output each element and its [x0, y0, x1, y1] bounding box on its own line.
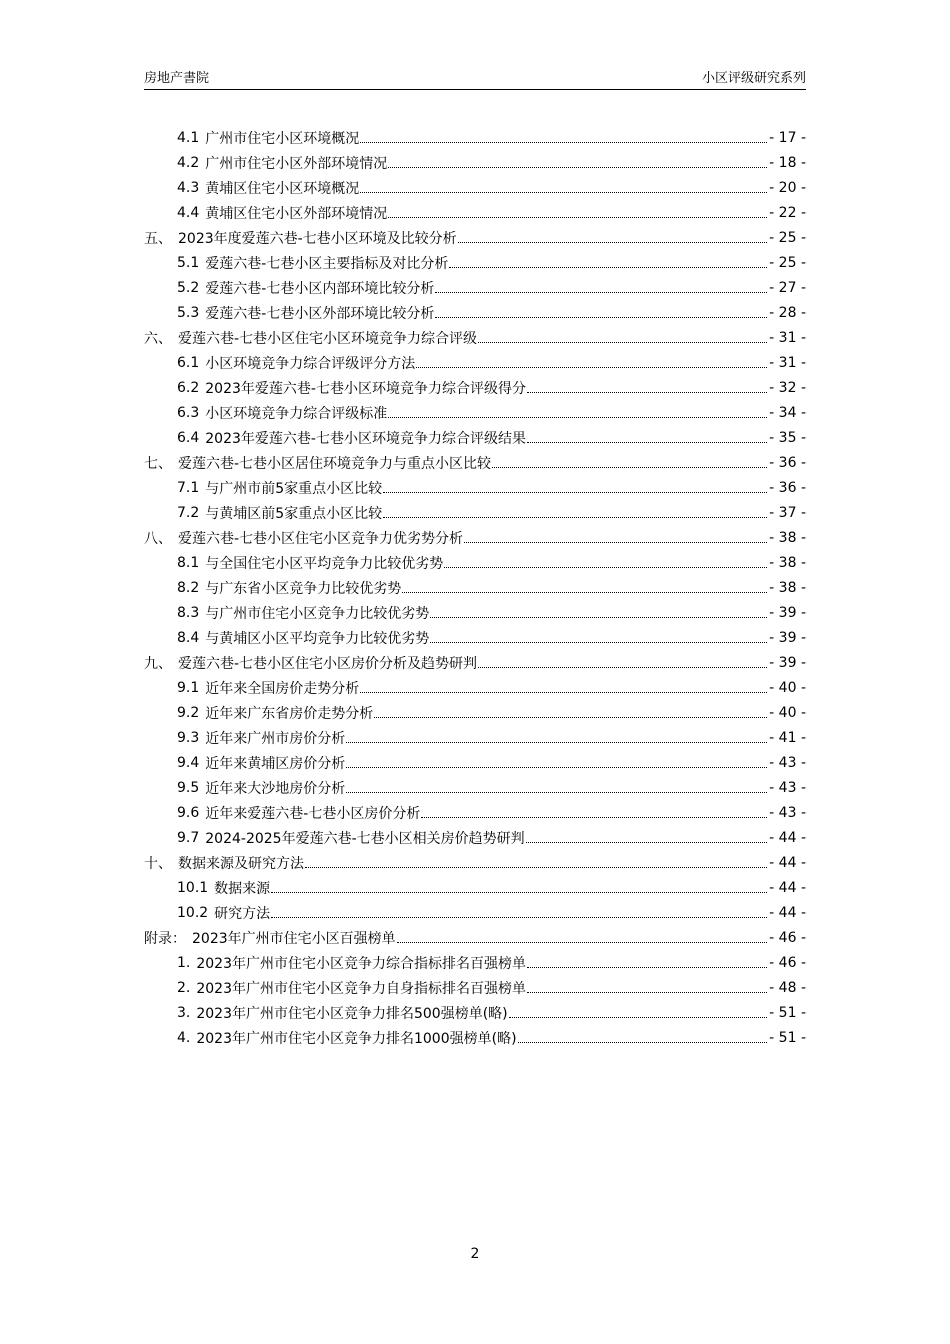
toc-entry-title: 2023年广州市住宅小区竞争力排名500强榜单(略) [196, 1005, 508, 1022]
toc-leader-dots [388, 167, 767, 168]
toc-entry-page: - 38 - [769, 579, 806, 596]
toc-entry-number: 4.1 [177, 129, 200, 146]
toc-entry[interactable] [177, 950, 806, 975]
toc-entry-page: - 35 - [769, 429, 806, 446]
toc-entry-page: - 27 - [769, 279, 806, 296]
toc-leader-dots [374, 717, 767, 718]
toc-entry-number: 9.7 [177, 829, 200, 846]
toc-entry[interactable] [177, 1000, 806, 1025]
toc-entry-number: 10.2 [177, 904, 209, 921]
toc-entry-title: 爱莲六巷-七巷小区内部环境比较分析 [205, 280, 435, 297]
toc-entry-title: 数据来源 [214, 880, 271, 897]
toc-entry[interactable] [177, 400, 806, 425]
toc-entry-number: 2. [177, 979, 191, 996]
toc-entry-number: 9.1 [177, 679, 200, 696]
toc-entry-page: - 39 - [769, 604, 806, 621]
toc-entry-page: - 46 - [769, 929, 806, 946]
toc-leader-dots [430, 642, 767, 643]
toc-entry-title: 近年来全国房价走势分析 [205, 680, 360, 697]
toc-leader-dots [458, 242, 767, 243]
toc-entry[interactable] [144, 450, 806, 475]
toc-entry-number: 七、 [144, 455, 172, 472]
toc-leader-dots [435, 317, 767, 318]
toc-entry-page: - 28 - [769, 304, 806, 321]
toc-leader-dots [271, 917, 767, 918]
toc-entry-title: 2023年度爱莲六巷-七巷小区环境及比较分析 [178, 230, 457, 247]
toc-entry-title: 小区环境竞争力综合评级评分方法 [205, 355, 416, 372]
toc-entry[interactable] [177, 150, 806, 175]
toc-entry-number: 6.2 [177, 379, 200, 396]
toc-entry-number: 十、 [144, 855, 172, 872]
toc-leader-dots [449, 267, 767, 268]
toc-entry-title: 爱莲六巷-七巷小区住宅小区环境竞争力综合评级 [178, 330, 478, 347]
toc-entry[interactable] [177, 500, 806, 525]
toc-leader-dots [305, 867, 767, 868]
toc-entry[interactable] [177, 125, 806, 150]
toc-entry-page: - 48 - [769, 979, 806, 996]
toc-entry-page: - 32 - [769, 379, 806, 396]
toc-entry-page: - 34 - [769, 404, 806, 421]
toc-entry-number: 5.3 [177, 304, 200, 321]
toc-entry-title: 近年来大沙地房价分析 [205, 780, 346, 797]
toc-entry-title: 爱莲六巷-七巷小区住宅小区房价分析及趋势研判 [178, 655, 478, 672]
toc-entry[interactable] [144, 525, 806, 550]
toc-leader-dots [397, 942, 768, 943]
toc-entry-number: 3. [177, 1004, 191, 1021]
toc-entry-page: - 20 - [769, 179, 806, 196]
toc-entry-page: - 41 - [769, 729, 806, 746]
toc-entry-title: 小区环境竞争力综合评级标准 [205, 405, 388, 422]
toc-entry-page: - 43 - [769, 804, 806, 821]
toc-entry-title: 爱莲六巷-七巷小区主要指标及对比分析 [205, 255, 449, 272]
toc-entry-title: 近年来广州市房价分析 [205, 730, 346, 747]
toc-entry-page: - 36 - [769, 479, 806, 496]
toc-leader-dots [416, 367, 767, 368]
toc-entry-number: 8.4 [177, 629, 200, 646]
toc-entry-title: 2023年广州市住宅小区竞争力自身指标排名百强榜单 [196, 980, 526, 997]
toc-entry-page: - 40 - [769, 704, 806, 721]
toc-entry-title: 爱莲六巷-七巷小区住宅小区竞争力优劣势分析 [178, 530, 464, 547]
toc-leader-dots [527, 392, 767, 393]
toc-entry-page: - 25 - [769, 254, 806, 271]
header-publisher: 房地产書院 [144, 71, 210, 86]
toc-entry-page: - 22 - [769, 204, 806, 221]
toc-entry[interactable] [177, 800, 806, 825]
toc-leader-dots [527, 967, 767, 968]
toc-entry-title: 2023年广州市住宅小区竞争力排名1000强榜单(略) [196, 1030, 517, 1047]
toc-leader-dots [346, 767, 767, 768]
toc-entry[interactable] [144, 650, 806, 675]
toc-entry-number: 6.4 [177, 429, 200, 446]
toc-entry[interactable] [177, 300, 806, 325]
toc-entry[interactable] [177, 700, 806, 725]
toc-entry-page: - 51 - [769, 1029, 806, 1046]
toc-entry-number: 八、 [144, 530, 172, 547]
toc-leader-dots [509, 1017, 768, 1018]
toc-entry-number: 10.1 [177, 879, 209, 896]
header-series: 小区评级研究系列 [701, 71, 806, 86]
toc-entry[interactable] [177, 575, 806, 600]
toc-entry-title: 数据来源及研究方法 [178, 855, 304, 872]
toc-leader-dots [388, 417, 767, 418]
toc-leader-dots [346, 742, 767, 743]
toc-leader-dots [492, 467, 767, 468]
toc-leader-dots [430, 617, 767, 618]
toc-leader-dots [435, 292, 767, 293]
toc-entry-title: 广州市住宅小区环境概况 [205, 130, 360, 147]
toc-entry[interactable] [177, 625, 806, 650]
toc-entry-number: 7.1 [177, 479, 200, 496]
toc-leader-dots [388, 217, 767, 218]
toc-entry-page: - 17 - [769, 129, 806, 146]
toc-entry-page: - 39 - [769, 629, 806, 646]
toc-entry-title: 爱莲六巷-七巷小区居住环境竞争力与重点小区比较 [178, 455, 492, 472]
toc-leader-dots [464, 542, 767, 543]
toc-leader-dots [421, 817, 767, 818]
toc-entry-page: - 31 - [769, 354, 806, 371]
toc-entry[interactable] [177, 550, 806, 575]
page-header [144, 66, 806, 90]
toc-entry-title: 与广州市住宅小区竞争力比较优劣势 [205, 605, 430, 622]
toc-entry-page: - 43 - [769, 779, 806, 796]
toc-entry[interactable] [177, 775, 806, 800]
toc-entry-number: 附录： [144, 930, 186, 947]
toc-entry-page: - 43 - [769, 754, 806, 771]
toc-entry-number: 5.1 [177, 254, 200, 271]
toc-entry-page: - 25 - [769, 229, 806, 246]
toc-entry-title: 与广东省小区竞争力比较优劣势 [205, 580, 402, 597]
toc-entry[interactable] [177, 900, 806, 925]
toc-entry[interactable] [177, 200, 806, 225]
toc-leader-dots [526, 842, 768, 843]
toc-entry-number: 5.2 [177, 279, 200, 296]
toc-entry-title: 黄埔区住宅小区环境概况 [205, 180, 360, 197]
toc-entry-number: 六、 [144, 330, 172, 347]
toc-entry-page: - 40 - [769, 679, 806, 696]
toc-entry[interactable] [177, 250, 806, 275]
toc-entry-title: 2023年爱莲六巷-七巷小区环境竞争力综合评级结果 [205, 430, 526, 447]
toc-entry-number: 4.2 [177, 154, 200, 171]
toc-entry-page: - 44 - [769, 854, 806, 871]
toc-entry[interactable] [177, 600, 806, 625]
toc-entry-number: 五、 [144, 230, 172, 247]
toc-entry[interactable] [177, 825, 806, 850]
toc-entry-title: 与广州市前5家重点小区比较 [205, 480, 383, 497]
toc-entry-number: 7.2 [177, 504, 200, 521]
toc-leader-dots [527, 442, 767, 443]
toc-entry-title: 近年来广东省房价走势分析 [205, 705, 374, 722]
toc-entry-title: 与全国住宅小区平均竞争力比较优劣势 [205, 555, 444, 572]
toc-entry-number: 9.2 [177, 704, 200, 721]
toc-leader-dots [518, 1042, 768, 1043]
toc-entry[interactable] [177, 875, 806, 900]
toc-leader-dots [527, 992, 767, 993]
toc-entry-page: - 44 - [769, 904, 806, 921]
toc-entry-page: - 39 - [769, 654, 806, 671]
toc-entry[interactable] [177, 725, 806, 750]
toc-entry[interactable] [144, 225, 806, 250]
toc-entry[interactable] [144, 325, 806, 350]
toc-entry[interactable] [144, 850, 806, 875]
toc-entry-number: 4.4 [177, 204, 200, 221]
toc-leader-dots [383, 517, 767, 518]
toc-entry-page: - 44 - [769, 879, 806, 896]
toc-entry-page: - 36 - [769, 454, 806, 471]
toc-entry-title: 爱莲六巷-七巷小区外部环境比较分析 [205, 305, 435, 322]
toc-entry[interactable] [177, 375, 806, 400]
toc-entry-number: 6.1 [177, 354, 200, 371]
toc-entry-title: 近年来黄埔区房价分析 [205, 755, 346, 772]
toc-entry-number: 9.5 [177, 779, 200, 796]
toc-entry[interactable] [177, 675, 806, 700]
toc-entry-number: 4. [177, 1029, 191, 1046]
toc-entry-title: 2023年爱莲六巷-七巷小区环境竞争力综合评级得分 [205, 380, 526, 397]
toc-entry-number: 1. [177, 954, 191, 971]
toc-entry-page: - 51 - [769, 1004, 806, 1021]
toc-entry[interactable] [177, 275, 806, 300]
toc-entry-title: 与黄埔区小区平均竞争力比较优劣势 [205, 630, 430, 647]
toc-entry[interactable] [177, 475, 806, 500]
toc-entry-number: 九、 [144, 655, 172, 672]
page-number: 2 [470, 1246, 480, 1262]
toc-leader-dots [478, 342, 767, 343]
toc-entry-title: 2023年广州市住宅小区百强榜单 [192, 930, 396, 947]
toc-entry[interactable] [177, 750, 806, 775]
toc-leader-dots [360, 142, 767, 143]
toc-entry-number: 8.3 [177, 604, 200, 621]
toc-entry-page: - 38 - [769, 554, 806, 571]
toc-entry-page: - 18 - [769, 154, 806, 171]
toc-entry[interactable] [177, 425, 806, 450]
toc-entry-page: - 38 - [769, 529, 806, 546]
toc-entry[interactable] [177, 1025, 806, 1050]
toc-entry[interactable] [144, 925, 806, 950]
toc-entry-title: 广州市住宅小区外部环境情况 [205, 155, 388, 172]
toc-entry-number: 9.3 [177, 729, 200, 746]
toc-leader-dots [478, 667, 767, 668]
toc-leader-dots [346, 792, 767, 793]
toc-entry-title: 近年来爱莲六巷-七巷小区房价分析 [205, 805, 421, 822]
toc-entry-page: - 44 - [769, 829, 806, 846]
toc-entry-number: 8.1 [177, 554, 200, 571]
toc-leader-dots [360, 192, 767, 193]
toc-entry[interactable] [177, 175, 806, 200]
toc-entry-title: 2023年广州市住宅小区竞争力综合指标排名百强榜单 [196, 955, 526, 972]
toc-entry-title: 研究方法 [214, 905, 271, 922]
toc-entry-number: 4.3 [177, 179, 200, 196]
toc-entry-page: - 31 - [769, 329, 806, 346]
toc-entry-number: 9.6 [177, 804, 200, 821]
toc-leader-dots [360, 692, 767, 693]
toc-leader-dots [271, 892, 767, 893]
toc-leader-dots [402, 592, 767, 593]
toc-leader-dots [444, 567, 767, 568]
toc-entry[interactable] [177, 350, 806, 375]
toc-entry-page: - 46 - [769, 954, 806, 971]
toc-entry-number: 8.2 [177, 579, 200, 596]
toc-entry-title: 2024-2025年爱莲六巷-七巷小区相关房价趋势研判 [205, 830, 525, 847]
toc-leader-dots [383, 492, 767, 493]
toc-entry-number: 9.4 [177, 754, 200, 771]
toc-entry[interactable] [177, 975, 806, 1000]
toc-entry-title: 黄埔区住宅小区外部环境情况 [205, 205, 388, 222]
toc-entry-page: - 37 - [769, 504, 806, 521]
toc-entry-number: 6.3 [177, 404, 200, 421]
toc-entry-title: 与黄埔区前5家重点小区比较 [205, 505, 383, 522]
